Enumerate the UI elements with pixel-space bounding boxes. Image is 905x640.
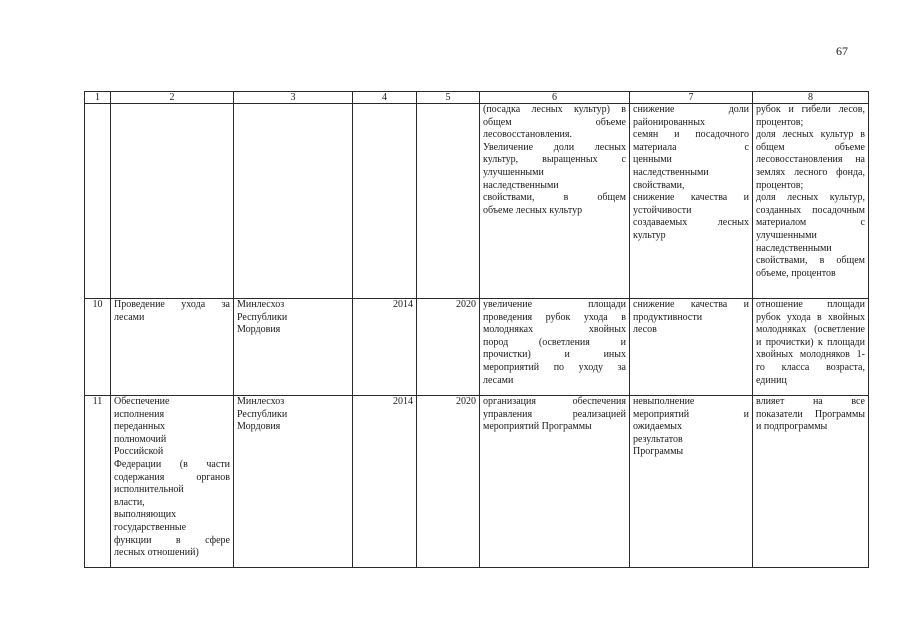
page-number: 67 bbox=[836, 44, 848, 58]
cell-line: свойствами, в общем bbox=[483, 192, 626, 204]
measure-name bbox=[111, 396, 234, 568]
cell-line: прочистки) и иных bbox=[483, 349, 626, 361]
cell-line: снижение качества и bbox=[633, 299, 749, 310]
cell-line: ожидаемых bbox=[633, 421, 683, 433]
cell-line: общем объеме bbox=[756, 141, 865, 153]
cell-line: и подпрограммы bbox=[756, 421, 828, 433]
end-year bbox=[417, 104, 480, 299]
cell-line: исполнительной bbox=[114, 484, 184, 496]
cell-line: показатели Программы bbox=[756, 408, 865, 420]
cell-line: процентов; bbox=[756, 179, 804, 191]
executor bbox=[234, 104, 353, 299]
cell-line: полномочий bbox=[114, 433, 167, 445]
cell-line: процентов; bbox=[756, 116, 804, 128]
cell-line: отношение площади bbox=[756, 299, 865, 310]
cell-line: молодняках хвойных bbox=[483, 324, 626, 336]
cell-line: мероприятий и bbox=[633, 408, 749, 420]
expected-result bbox=[480, 396, 630, 568]
start-year: 2014 bbox=[353, 299, 417, 396]
cell-line: общем объеме bbox=[483, 116, 626, 128]
cell-line: семян и посадочного bbox=[633, 129, 749, 141]
cell-line: созданных посадочным bbox=[756, 204, 865, 216]
start-year bbox=[353, 104, 417, 299]
header-col-7: 7 bbox=[630, 92, 753, 104]
cell-line: мероприятий Программы bbox=[483, 421, 592, 433]
cell-line: лесами bbox=[114, 311, 145, 323]
expected-result bbox=[480, 104, 630, 299]
executor bbox=[234, 396, 353, 568]
cell-line: результатов bbox=[633, 433, 683, 445]
cell-line: (посадка лесных культур) в bbox=[483, 104, 626, 115]
cell-line: землях лесного фонда, bbox=[756, 166, 865, 178]
non-implementation-consequences bbox=[630, 396, 753, 568]
cell-line: власти, bbox=[114, 496, 145, 508]
cell-line: хвойных молодняков 1- bbox=[756, 349, 865, 361]
cell-line: функции в сфере bbox=[114, 534, 230, 546]
cell-line: улучшенными bbox=[483, 166, 544, 178]
executor bbox=[234, 299, 353, 396]
non-implementation-consequences bbox=[630, 299, 753, 396]
related-indicators bbox=[753, 104, 869, 299]
cell-line: районированных bbox=[633, 116, 705, 128]
cell-line: выполняющих bbox=[114, 509, 177, 521]
cell-line: влияет на все bbox=[756, 396, 865, 407]
header-col-3: 3 bbox=[234, 92, 353, 104]
cell-line: Мордовия bbox=[237, 324, 281, 336]
row-number: 10 bbox=[85, 299, 111, 396]
header-col-1: 1 bbox=[85, 92, 111, 104]
row-number bbox=[85, 104, 111, 299]
cell-line: увеличение площади bbox=[483, 299, 626, 310]
cell-line: Проведение ухода за bbox=[114, 299, 230, 310]
cell-line: материалом с bbox=[756, 217, 865, 229]
cell-line: объеме лесных культур bbox=[483, 204, 583, 216]
cell-line: снижение доли bbox=[633, 104, 749, 115]
cell-line: Мордовия bbox=[237, 421, 281, 433]
header-col-8: 8 bbox=[753, 92, 869, 104]
row-number: 11 bbox=[85, 396, 111, 568]
cell-line: лесов bbox=[633, 324, 657, 336]
cell-line: культур, выращенных с bbox=[483, 154, 626, 166]
header-col-6: 6 bbox=[480, 92, 630, 104]
cell-line: лесами bbox=[483, 374, 514, 386]
cell-line: наследственными bbox=[756, 242, 832, 254]
cell-line: свойствами, bbox=[633, 179, 685, 191]
cell-line: Республики bbox=[237, 311, 288, 323]
cell-line: организация обеспечения bbox=[483, 396, 626, 407]
cell-line: Федерации (в части bbox=[114, 458, 230, 470]
related-indicators bbox=[753, 299, 869, 396]
cell-line: лесных отношений) bbox=[114, 547, 199, 559]
cell-line: доля лесных культур, bbox=[756, 192, 865, 204]
cell-line: пород (осветления и bbox=[483, 336, 626, 348]
cell-line: проведения рубок ухода в bbox=[483, 311, 626, 323]
cell-line: Минлесхоз bbox=[237, 299, 285, 310]
end-year: 2020 bbox=[417, 299, 480, 396]
cell-line: государственные bbox=[114, 521, 187, 533]
cell-line: материала с bbox=[633, 141, 749, 153]
cell-line: улучшенными bbox=[756, 229, 817, 241]
table-row bbox=[85, 299, 869, 396]
cell-line: лесовосстановления. bbox=[483, 129, 572, 141]
measures-table bbox=[84, 91, 869, 568]
expected-result bbox=[480, 299, 630, 396]
cell-line: наследственными bbox=[633, 166, 709, 178]
cell-line: мероприятий по уходу за bbox=[483, 361, 626, 373]
cell-line: управления реализацией bbox=[483, 408, 626, 420]
table-row bbox=[85, 396, 869, 568]
cell-line: рубок и гибели лесов, bbox=[756, 104, 865, 115]
cell-line: исполнения bbox=[114, 408, 165, 420]
cell-line: культур bbox=[633, 229, 666, 241]
cell-line: свойствами, в общем bbox=[756, 255, 865, 267]
cell-line: продуктивности bbox=[633, 311, 703, 323]
cell-line: невыполнение bbox=[633, 396, 695, 407]
cell-line: создаваемых лесных bbox=[633, 217, 749, 229]
start-year: 2014 bbox=[353, 396, 417, 568]
cell-line: Российской bbox=[114, 446, 164, 458]
cell-line: го класса возраста, bbox=[756, 361, 865, 373]
header-col-4: 4 bbox=[353, 92, 417, 104]
cell-line: содержания органов bbox=[114, 471, 230, 483]
cell-line: ценными bbox=[633, 154, 672, 166]
cell-line: объеме, процентов bbox=[756, 267, 836, 279]
cell-line: устойчивости bbox=[633, 204, 692, 216]
measure-name bbox=[111, 104, 234, 299]
cell-line: единиц bbox=[756, 374, 787, 386]
related-indicators bbox=[753, 396, 869, 568]
cell-line: Увеличение доли лесных bbox=[483, 141, 626, 153]
cell-line: Минлесхоз bbox=[237, 396, 285, 407]
cell-line: доля лесных культур в bbox=[756, 129, 865, 141]
cell-line: наследственными bbox=[483, 179, 559, 191]
cell-line: Обеспечение bbox=[114, 396, 170, 407]
cell-line: молодняках (осветление bbox=[756, 324, 865, 336]
cell-line: снижение качества и bbox=[633, 192, 749, 204]
cell-line: Программы bbox=[633, 446, 684, 458]
table-row bbox=[85, 104, 869, 299]
header-col-5: 5 bbox=[417, 92, 480, 104]
header-col-2: 2 bbox=[111, 92, 234, 104]
measure-name bbox=[111, 299, 234, 396]
header-row bbox=[85, 92, 869, 104]
cell-line: переданных bbox=[114, 421, 166, 433]
cell-line: лесовосстановления на bbox=[756, 154, 865, 166]
cell-line: и прочистки) к площади bbox=[756, 336, 865, 348]
end-year: 2020 bbox=[417, 396, 480, 568]
cell-line: Республики bbox=[237, 408, 288, 420]
non-implementation-consequences bbox=[630, 104, 753, 299]
cell-line: рубок ухода в хвойных bbox=[756, 311, 865, 323]
